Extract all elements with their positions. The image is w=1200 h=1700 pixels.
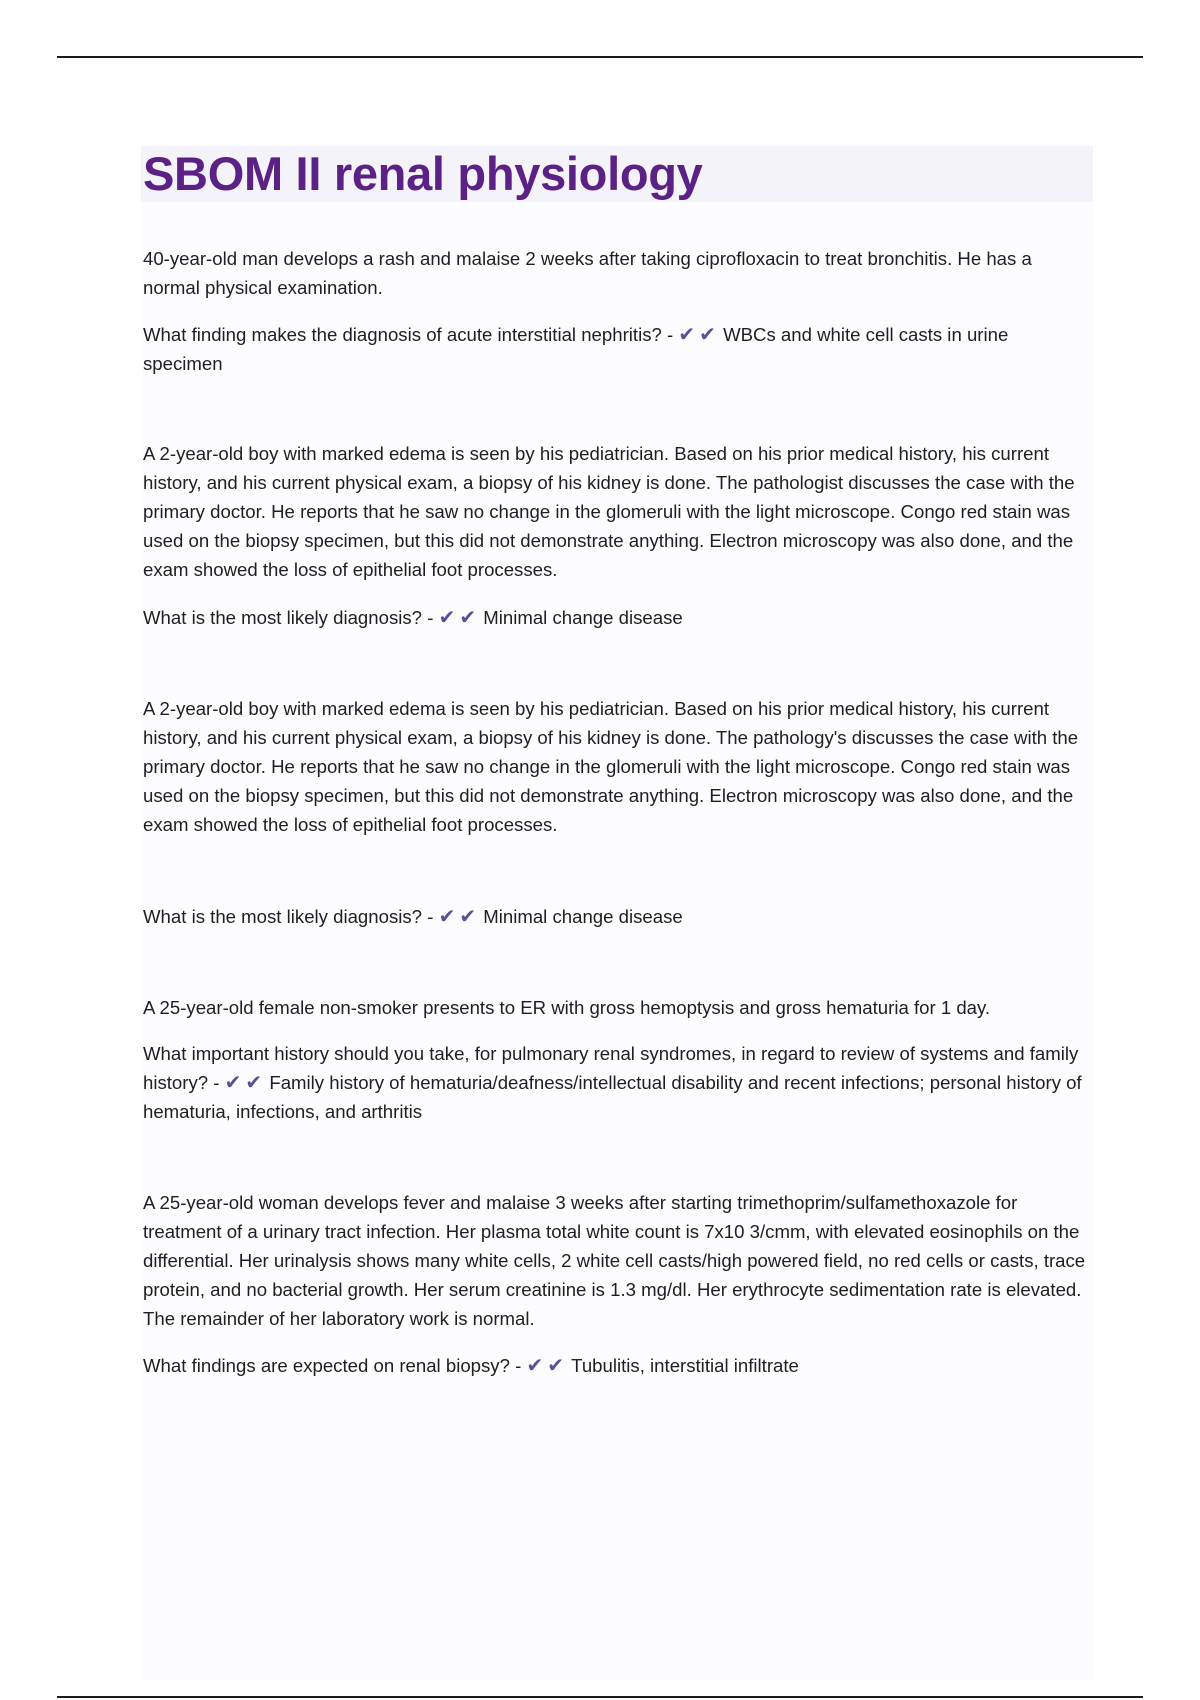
answer-text: Minimal change disease (483, 906, 683, 927)
question-stem: A 2-year-old boy with marked edema is seen by his pediatrician. Based on his prior medical history, his current history, and his current physical exam, a biopsy of his kidney is done. The pathologist discusses the case with the primary doctor. He reports that he saw no change in the glomeruli with the light microscope. Congo red stain was used on the biopsy specimen, but this did not demonstrate anything. Electron microscopy was also done, and the exam showed the loss of epithelial foot processes. (143, 443, 1075, 580)
question-answer-line (143, 1039, 1093, 1126)
checkmark-icon: ✔ (678, 322, 696, 346)
question-text: What important history should you take, for pulmonary renal syndromes, in regard to review of systems and family history? - (143, 1043, 1079, 1093)
qa-item (143, 993, 1093, 1126)
qa-item (143, 439, 1093, 632)
question-answer-line (143, 902, 1093, 931)
question-text: What is the most likely diagnosis? - (143, 906, 434, 927)
question-answer-line (143, 603, 1093, 632)
checkmark-icon: ✔ (459, 605, 477, 629)
page-content (143, 146, 1093, 1680)
answer-text: Minimal change disease (483, 607, 683, 628)
question-text: What finding makes the diagnosis of acute interstitial nephritis? - (143, 324, 674, 345)
checkmark-icon: ✔ (438, 605, 456, 629)
qa-item (143, 694, 1093, 931)
checkmark-icon: ✔ (438, 904, 456, 928)
title-banner (141, 146, 1093, 202)
answer-text: Family history of hematuria/deafness/intellectual disability and recent infections; personal history of hematuria, infections, and arthritis (143, 1072, 1082, 1122)
checkmark-icon: ✔ (547, 1353, 564, 1377)
checkmark-icon: ✔ (459, 904, 477, 928)
question-text: What findings are expected on renal biopsy? - (143, 1355, 522, 1376)
question-stem: 40-year-old man develops a rash and malaise 2 weeks after taking ciprofloxacin to treat bronchitis. He has a normal physical examination. (143, 248, 1032, 298)
checkmark-icon: ✔ (245, 1070, 263, 1094)
document-title: SBOM II renal physiology (143, 147, 703, 200)
checkmark-icon: ✔ (526, 1353, 544, 1377)
qa-item (143, 244, 1093, 378)
question-text: What is the most likely diagnosis? - (143, 607, 434, 628)
answer-text: WBCs and white cell casts in urine specimen (143, 324, 1009, 374)
footer-rule (57, 1696, 1143, 1698)
checkmark-icon: ✔ (224, 1070, 242, 1094)
header-rule (57, 56, 1143, 58)
question-answer-line (143, 320, 1093, 378)
checkmark-icon: ✔ (699, 322, 716, 346)
question-stem: A 25-year-old female non-smoker presents to ER with gross hemoptysis and gross hematuria for 1 day. (143, 997, 991, 1018)
question-answer-line (143, 1351, 1093, 1380)
question-stem: A 25-year-old woman develops fever and malaise 3 weeks after starting trimethoprim/sulfamethoxazole for treatment of a urinary tract infection. Her plasma total white count is 7x10 3/cmm, with elevated eosinophils on the differential. Her urinalysis shows many white cells, 2 white cell casts/high powered field, no red cells or casts, trace protein, and no bacterial growth. Her serum creatinine is 1.3 mg/dl. Her erythrocyte sedimentation rate is elevated. The remainder of her laboratory work is normal. (143, 1192, 1086, 1329)
answer-text: Tubulitis, interstitial infiltrate (571, 1355, 799, 1376)
qa-item (143, 1188, 1093, 1380)
question-stem: A 2-year-old boy with marked edema is seen by his pediatrician. Based on his prior medical history, his current history, and his current physical exam, a biopsy of his kidney is done. The pathology's discusses the case with the primary doctor. He reports that he saw no change in the glomeruli with the light microscope. Congo red stain was used on the biopsy specimen, but this did not demonstrate anything. Electron microscopy was also done, and the exam showed the loss of epithelial foot processes. (143, 698, 1079, 835)
